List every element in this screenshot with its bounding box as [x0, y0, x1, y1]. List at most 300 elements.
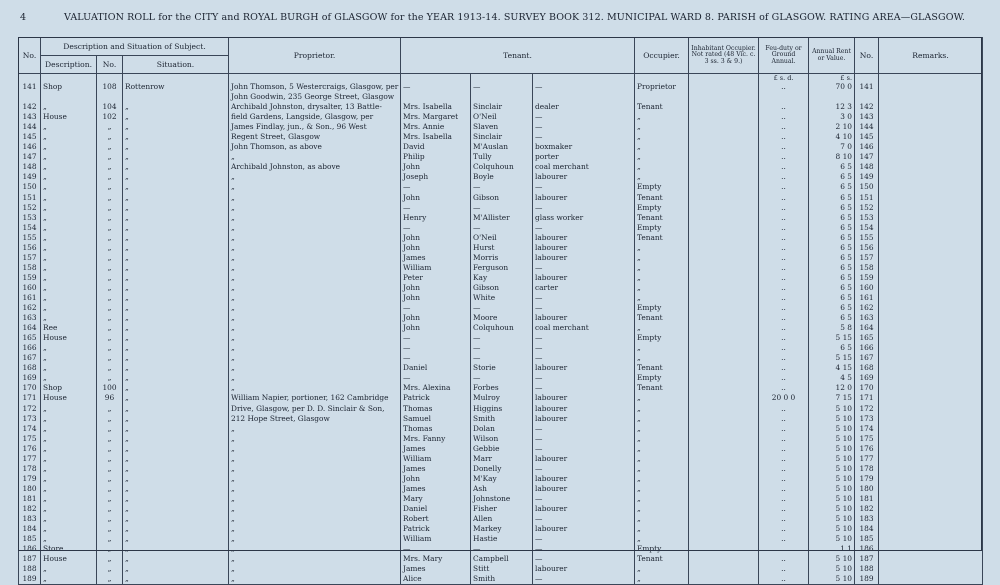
- col-header-inhabitant-occupier: Inhabitant Occupier. Not rated (48 Vic. c. 3 ss. 3 & 9.): [689, 38, 759, 74]
- row-occupier: „: [635, 263, 689, 273]
- table-row: [19, 92, 983, 102]
- row-remarks: [879, 323, 983, 333]
- row-description: „: [41, 253, 97, 263]
- row-proprietor: „: [229, 303, 401, 313]
- row-tenant-first: William: [401, 454, 471, 464]
- row-proprietor: „: [229, 454, 401, 464]
- row-proprietor: „: [229, 574, 401, 585]
- row-inhabitant: [689, 213, 759, 223]
- row-feu-duty: ..: [759, 172, 809, 182]
- row-inhabitant: [689, 102, 759, 112]
- row-no: 182: [19, 504, 41, 514]
- row-occupier: „: [635, 393, 689, 403]
- row-tenant-first: James: [401, 464, 471, 474]
- row-situation: „: [123, 263, 229, 273]
- row-tenant-first: John: [401, 283, 471, 293]
- row-occupier: „: [635, 474, 689, 484]
- row-annual-rent: 4 10: [809, 132, 855, 142]
- row-situation: „: [123, 112, 229, 122]
- row-tenant-occupation: labourer: [533, 313, 635, 323]
- row-occupier: „: [635, 434, 689, 444]
- row-no: 175: [19, 434, 41, 444]
- row-occupier: Empty: [635, 203, 689, 213]
- row-number: „: [97, 323, 123, 333]
- row-tenant-first: —: [401, 203, 471, 213]
- row-feu-duty: ..: [759, 514, 809, 524]
- row-tenant-surname: O'Neil: [471, 233, 533, 243]
- row-inhabitant: [689, 333, 759, 343]
- row-annual-rent: 6 5: [809, 293, 855, 303]
- row-tenant-occupation: —: [533, 112, 635, 122]
- row-number: „: [97, 494, 123, 504]
- page-title: VALUATION ROLL for the CITY and ROYAL BURGH of GLASGOW for the YEAR 1913-14. SURVEY BOOK 312. MUNICIPAL WARD 8. PARISH of GLASGOW. RATING AREA—GLASGOW.: [64, 12, 965, 23]
- row-occupier: „: [635, 283, 689, 293]
- row-situation: „: [123, 142, 229, 152]
- row-number: „: [97, 263, 123, 273]
- row-no-right: 158: [855, 263, 879, 273]
- row-no: 188: [19, 564, 41, 574]
- row-description: „: [41, 223, 97, 233]
- row-no-right: 161: [855, 293, 879, 303]
- row-tenant-first: John: [401, 323, 471, 333]
- row-description: „: [41, 434, 97, 444]
- row-proprietor: „: [229, 293, 401, 303]
- row-no: 158: [19, 263, 41, 273]
- row-tenant-occupation: labourer: [533, 414, 635, 424]
- row-number: „: [97, 534, 123, 544]
- row-no-right: 151: [855, 193, 879, 203]
- row-description: „: [41, 263, 97, 273]
- row-tenant-first: Thomas: [401, 404, 471, 414]
- row-description: „: [41, 122, 97, 132]
- row-proprietor: „: [229, 283, 401, 293]
- row-tenant-occupation: boxmaker: [533, 142, 635, 152]
- row-proprietor: „: [229, 504, 401, 514]
- row-number: „: [97, 283, 123, 293]
- row-situation: „: [123, 253, 229, 263]
- row-feu-duty: ..: [759, 474, 809, 484]
- table-row: [19, 574, 983, 585]
- row-feu-duty: ..: [759, 253, 809, 263]
- row-tenant-surname: M'Kay: [471, 474, 533, 484]
- row-situation: „: [123, 434, 229, 444]
- row-feu-duty: ..: [759, 504, 809, 514]
- row-situation: „: [123, 102, 229, 112]
- row-no-right: 162: [855, 303, 879, 313]
- row-description: „: [41, 152, 97, 162]
- row-remarks: [879, 534, 983, 544]
- row-tenant-surname: Donelly: [471, 464, 533, 474]
- row-proprietor: 212 Hope Street, Glasgow: [229, 414, 401, 424]
- row-no-right: 186: [855, 544, 879, 554]
- row-tenant-surname: White: [471, 293, 533, 303]
- row-tenant-first: [401, 92, 471, 102]
- row-tenant-surname: Moore: [471, 313, 533, 323]
- row-no-right: 174: [855, 424, 879, 434]
- row-situation: „: [123, 544, 229, 554]
- row-no: 143: [19, 112, 41, 122]
- row-number: „: [97, 434, 123, 444]
- row-number: „: [97, 404, 123, 414]
- row-feu-duty: ..: [759, 434, 809, 444]
- row-proprietor: James Findlay, jun., & Son., 96 West: [229, 122, 401, 132]
- row-tenant-surname: —: [471, 303, 533, 313]
- table-row: [19, 494, 983, 504]
- table-row: [19, 414, 983, 424]
- row-annual-rent: 5 10: [809, 504, 855, 514]
- row-no-right: 149: [855, 172, 879, 182]
- row-occupier: „: [635, 404, 689, 414]
- row-description: Shop: [41, 82, 97, 92]
- row-occupier: Tenant: [635, 213, 689, 223]
- row-remarks: [879, 564, 983, 574]
- row-tenant-first: —: [401, 82, 471, 92]
- row-tenant-occupation: —: [533, 383, 635, 393]
- row-feu-duty: ..: [759, 444, 809, 454]
- row-no-right: [855, 92, 879, 102]
- row-situation: „: [123, 193, 229, 203]
- row-proprietor: „: [229, 353, 401, 363]
- row-tenant-surname: Storie: [471, 363, 533, 373]
- row-no-right: 176: [855, 444, 879, 454]
- row-tenant-occupation: labourer: [533, 484, 635, 494]
- row-tenant-surname: Kay: [471, 273, 533, 283]
- row-annual-rent: 5 10: [809, 424, 855, 434]
- row-occupier: „: [635, 353, 689, 363]
- row-feu-duty: ..: [759, 323, 809, 333]
- row-tenant-first: —: [401, 343, 471, 353]
- row-no: 185: [19, 534, 41, 544]
- col-header-description: Description.: [41, 56, 97, 74]
- row-inhabitant: [689, 404, 759, 414]
- table-row: [19, 383, 983, 393]
- row-situation: „: [123, 444, 229, 454]
- units-row: [19, 74, 983, 83]
- row-occupier: Tenant: [635, 313, 689, 323]
- row-remarks: [879, 353, 983, 363]
- row-no-right: 177: [855, 454, 879, 464]
- row-feu-duty: ..: [759, 373, 809, 383]
- row-description: „: [41, 474, 97, 484]
- row-feu-duty: ..: [759, 564, 809, 574]
- row-remarks: [879, 152, 983, 162]
- row-no-right: 171: [855, 393, 879, 403]
- row-number: „: [97, 554, 123, 564]
- row-description: „: [41, 343, 97, 353]
- col-header-description-group: Description and Situation of Subject.: [41, 38, 229, 56]
- row-description: „: [41, 534, 97, 544]
- row-feu-duty: 20 0 0: [759, 393, 809, 403]
- row-tenant-first: —: [401, 544, 471, 554]
- row-tenant-occupation: coal merchant: [533, 162, 635, 172]
- row-no: 160: [19, 283, 41, 293]
- row-inhabitant: [689, 484, 759, 494]
- table-row: [19, 172, 983, 182]
- row-number: „: [97, 273, 123, 283]
- row-situation: „: [123, 574, 229, 585]
- row-inhabitant: [689, 112, 759, 122]
- row-proprietor: Archibald Johnston, as above: [229, 162, 401, 172]
- row-tenant-surname: Smith: [471, 574, 533, 585]
- table-row: [19, 484, 983, 494]
- row-tenant-surname: —: [471, 223, 533, 233]
- row-proprietor: Archibald Johnston, drysalter, 13 Battle-: [229, 102, 401, 112]
- row-no: 178: [19, 464, 41, 474]
- row-tenant-occupation: dealer: [533, 102, 635, 112]
- row-inhabitant: [689, 554, 759, 564]
- row-tenant-occupation: labourer: [533, 474, 635, 484]
- row-proprietor: „: [229, 182, 401, 192]
- row-no: 179: [19, 474, 41, 484]
- row-tenant-first: Philip: [401, 152, 471, 162]
- row-situation: „: [123, 474, 229, 484]
- table-row: [19, 404, 983, 414]
- row-remarks: [879, 554, 983, 564]
- row-inhabitant: [689, 424, 759, 434]
- row-tenant-surname: Fisher: [471, 504, 533, 514]
- row-tenant-first: Mrs. Margaret: [401, 112, 471, 122]
- row-no-right: 170: [855, 383, 879, 393]
- row-annual-rent: 4 15: [809, 363, 855, 373]
- row-occupier: Empty: [635, 303, 689, 313]
- row-tenant-surname: —: [471, 343, 533, 353]
- row-tenant-occupation: labourer: [533, 273, 635, 283]
- table-row: [19, 82, 983, 92]
- table-row: [19, 424, 983, 434]
- row-situation: „: [123, 293, 229, 303]
- row-no: 166: [19, 343, 41, 353]
- row-annual-rent: 5 10: [809, 454, 855, 464]
- table-row: [19, 353, 983, 363]
- row-description: House: [41, 333, 97, 343]
- row-annual-rent: 6 5: [809, 343, 855, 353]
- row-description: „: [41, 373, 97, 383]
- row-tenant-surname: Marr: [471, 454, 533, 464]
- row-annual-rent: 5 10: [809, 514, 855, 524]
- table-row: [19, 343, 983, 353]
- table-row: [19, 323, 983, 333]
- row-no: 169: [19, 373, 41, 383]
- row-inhabitant: [689, 152, 759, 162]
- row-proprietor: „: [229, 424, 401, 434]
- row-tenant-first: Joseph: [401, 172, 471, 182]
- row-no: 155: [19, 233, 41, 243]
- row-tenant-occupation: labourer: [533, 504, 635, 514]
- row-tenant-surname: Markey: [471, 524, 533, 534]
- row-number: 104: [97, 102, 123, 112]
- row-tenant-surname: —: [471, 353, 533, 363]
- row-no-right: 180: [855, 484, 879, 494]
- row-tenant-surname: Tully: [471, 152, 533, 162]
- row-tenant-first: Henry: [401, 213, 471, 223]
- row-tenant-first: James: [401, 253, 471, 263]
- row-number: „: [97, 152, 123, 162]
- row-proprietor: „: [229, 474, 401, 484]
- row-remarks: [879, 132, 983, 142]
- row-remarks: [879, 303, 983, 313]
- row-number: „: [97, 172, 123, 182]
- row-description: „: [41, 102, 97, 112]
- row-proprietor: „: [229, 243, 401, 253]
- row-no-right: 141: [855, 82, 879, 92]
- row-no-right: 143: [855, 112, 879, 122]
- row-tenant-first: James: [401, 444, 471, 454]
- row-tenant-occupation: coal merchant: [533, 323, 635, 333]
- row-occupier: Empty: [635, 373, 689, 383]
- table-row: [19, 223, 983, 233]
- row-tenant-occupation: labourer: [533, 363, 635, 373]
- row-tenant-surname: [471, 92, 533, 102]
- row-no: 157: [19, 253, 41, 263]
- row-inhabitant: [689, 223, 759, 233]
- row-annual-rent: 5 10: [809, 564, 855, 574]
- row-annual-rent: 6 5: [809, 193, 855, 203]
- row-tenant-first: Mrs. Isabella: [401, 132, 471, 142]
- row-tenant-occupation: —: [533, 554, 635, 564]
- row-tenant-occupation: —: [533, 373, 635, 383]
- row-no-right: 173: [855, 414, 879, 424]
- row-number: 102: [97, 112, 123, 122]
- row-annual-rent: 6 5: [809, 172, 855, 182]
- row-tenant-occupation: labourer: [533, 564, 635, 574]
- row-occupier: Empty: [635, 333, 689, 343]
- row-no-right: 182: [855, 504, 879, 514]
- row-tenant-occupation: —: [533, 223, 635, 233]
- row-inhabitant: [689, 474, 759, 484]
- row-description: „: [41, 524, 97, 534]
- row-situation: „: [123, 554, 229, 564]
- row-no: 146: [19, 142, 41, 152]
- row-no-right: 165: [855, 333, 879, 343]
- row-tenant-surname: Sinclair: [471, 132, 533, 142]
- row-annual-rent: 5 10: [809, 414, 855, 424]
- row-annual-rent: 6 5: [809, 203, 855, 213]
- row-description: „: [41, 293, 97, 303]
- row-description: „: [41, 203, 97, 213]
- row-tenant-first: James: [401, 564, 471, 574]
- row-inhabitant: [689, 514, 759, 524]
- row-feu-duty: ..: [759, 313, 809, 323]
- row-proprietor: „: [229, 363, 401, 373]
- row-situation: „: [123, 343, 229, 353]
- row-remarks: [879, 233, 983, 243]
- row-tenant-surname: Johnstone: [471, 494, 533, 504]
- row-inhabitant: [689, 524, 759, 534]
- row-no-right: 152: [855, 203, 879, 213]
- row-annual-rent: 5 8: [809, 323, 855, 333]
- row-situation: „: [123, 273, 229, 283]
- row-occupier: Tenant: [635, 383, 689, 393]
- row-tenant-first: Samuel: [401, 414, 471, 424]
- row-description: „: [41, 193, 97, 203]
- row-occupier: „: [635, 424, 689, 434]
- row-description: „: [41, 132, 97, 142]
- row-inhabitant: [689, 162, 759, 172]
- row-situation: „: [123, 564, 229, 574]
- row-situation: „: [123, 484, 229, 494]
- row-no-right: 188: [855, 564, 879, 574]
- row-number: „: [97, 333, 123, 343]
- row-annual-rent: [809, 92, 855, 102]
- row-no: 187: [19, 554, 41, 564]
- row-description: „: [41, 353, 97, 363]
- row-tenant-first: Robert: [401, 514, 471, 524]
- row-no-right: 148: [855, 162, 879, 172]
- row-feu-duty: ..: [759, 464, 809, 474]
- row-remarks: [879, 444, 983, 454]
- row-tenant-occupation: labourer: [533, 454, 635, 464]
- table-row: [19, 122, 983, 132]
- row-no-right: 154: [855, 223, 879, 233]
- row-feu-duty: ..: [759, 112, 809, 122]
- row-proprietor: „: [229, 213, 401, 223]
- table-row: [19, 303, 983, 313]
- row-proprietor: „: [229, 333, 401, 343]
- row-feu-duty: ..: [759, 233, 809, 243]
- col-header-tenant: Tenant.: [401, 38, 635, 74]
- row-proprietor: „: [229, 253, 401, 263]
- row-annual-rent: 6 5: [809, 283, 855, 293]
- row-tenant-occupation: labourer: [533, 172, 635, 182]
- row-no-right: 146: [855, 142, 879, 152]
- row-no: 171: [19, 393, 41, 403]
- row-annual-rent: 5 10: [809, 484, 855, 494]
- row-tenant-surname: M'Auslan: [471, 142, 533, 152]
- row-proprietor: „: [229, 273, 401, 283]
- row-no-right: 145: [855, 132, 879, 142]
- row-no: 170: [19, 383, 41, 393]
- row-tenant-occupation: labourer: [533, 233, 635, 243]
- row-description: House: [41, 112, 97, 122]
- table-row: [19, 514, 983, 524]
- row-number: „: [97, 444, 123, 454]
- row-number: „: [97, 424, 123, 434]
- row-remarks: [879, 514, 983, 524]
- row-no-right: 172: [855, 404, 879, 414]
- row-situation: „: [123, 172, 229, 182]
- row-description: „: [41, 504, 97, 514]
- row-no-right: 144: [855, 122, 879, 132]
- row-situation: „: [123, 534, 229, 544]
- row-tenant-first: —: [401, 373, 471, 383]
- row-tenant-occupation: —: [533, 353, 635, 363]
- row-annual-rent: 5 10: [809, 574, 855, 585]
- row-tenant-occupation: carter: [533, 283, 635, 293]
- row-number: „: [97, 122, 123, 132]
- row-no: 173: [19, 414, 41, 424]
- row-remarks: [879, 544, 983, 554]
- row-description: „: [41, 404, 97, 414]
- row-number: „: [97, 363, 123, 373]
- row-no-right: 167: [855, 353, 879, 363]
- row-no: 180: [19, 484, 41, 494]
- row-number: „: [97, 474, 123, 484]
- row-tenant-surname: Sinclair: [471, 102, 533, 112]
- row-remarks: [879, 454, 983, 464]
- row-situation: „: [123, 283, 229, 293]
- row-no: 184: [19, 524, 41, 534]
- row-tenant-surname: Morris: [471, 253, 533, 263]
- row-tenant-occupation: —: [533, 514, 635, 524]
- col-header-proprietor: Proprietor.: [229, 38, 401, 74]
- row-proprietor: „: [229, 313, 401, 323]
- table-row: [19, 464, 983, 474]
- row-no-right: 181: [855, 494, 879, 504]
- row-situation: „: [123, 494, 229, 504]
- table-row: [19, 524, 983, 534]
- row-annual-rent: 3 0: [809, 112, 855, 122]
- row-no-right: 142: [855, 102, 879, 112]
